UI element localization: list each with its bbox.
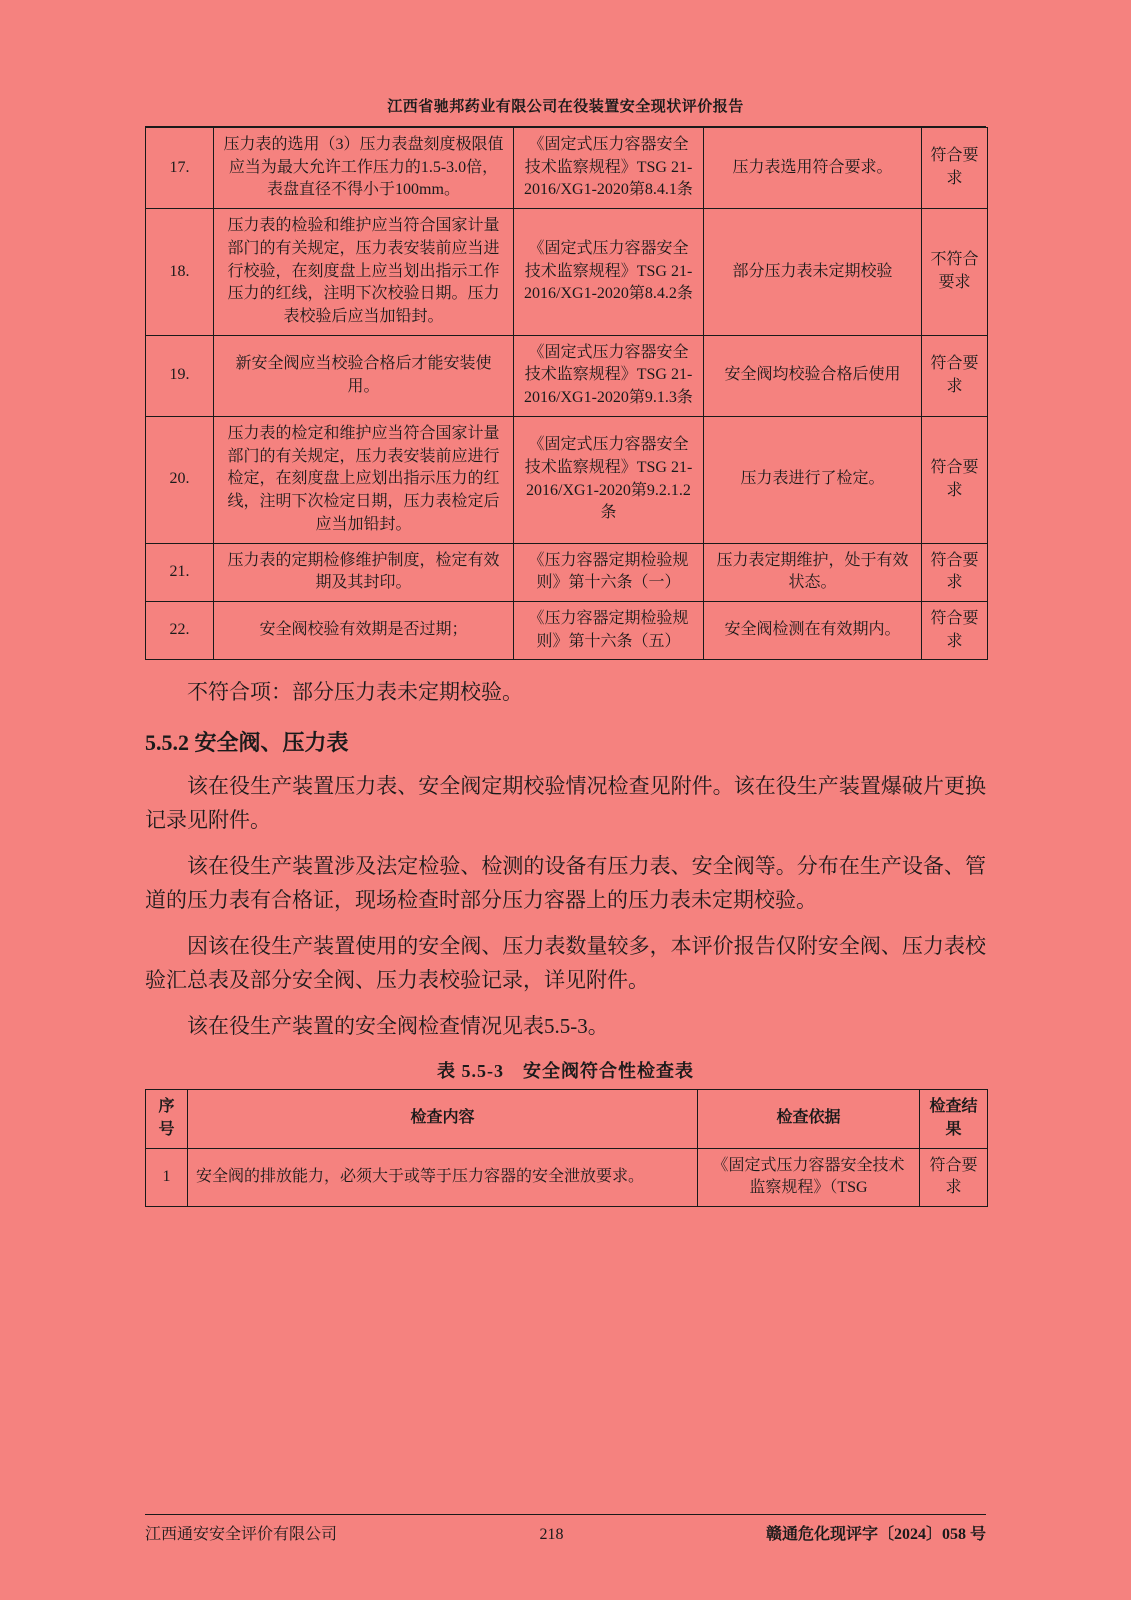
table-caption: 表 5.5-3 安全阀符合性检查表 <box>437 1061 694 1082</box>
row-situation: 部分压力表未定期校验 <box>704 209 922 336</box>
footer-doc-number: 赣通危化现评字〔2024〕058 号 <box>765 1526 986 1543</box>
table-row <box>146 209 988 336</box>
footer-page-number: 218 <box>539 1526 564 1543</box>
page-footer <box>145 1514 986 1544</box>
row-result: 不符合要求 <box>922 209 988 336</box>
table-row <box>146 601 988 659</box>
paragraph: 该在役生产装置压力表、安全阀定期校验情况检查见附件。该在役生产装置爆破片更换记录见附件。 <box>145 773 986 832</box>
header-basis: 检查依据 <box>698 1090 920 1148</box>
row-basis: 《压力容器定期检验规则》第十六条（一） <box>514 543 704 601</box>
row-no: 17. <box>146 128 214 209</box>
row-content: 安全阀校验有效期是否过期； <box>214 601 514 659</box>
row-no: 20. <box>146 416 214 543</box>
table-row <box>146 335 988 416</box>
row-situation: 压力表进行了检定。 <box>704 416 922 543</box>
compliance-table-2 <box>145 1089 988 1207</box>
compliance-table-1 <box>145 127 988 660</box>
row-result: 符合要求 <box>922 128 988 209</box>
row-basis: 《压力容器定期检验规则》第十六条（五） <box>514 601 704 659</box>
row-result: 符合要求 <box>922 335 988 416</box>
row-situation: 压力表定期维护，处于有效状态。 <box>704 543 922 601</box>
row-result: 符合要求 <box>922 543 988 601</box>
row-no: 22. <box>146 601 214 659</box>
row-basis: 《固定式压力容器安全技术监察规程》TSG 21-2016/XG1-2020第9.1.3条 <box>514 335 704 416</box>
row-content: 安全阀的排放能力，必须大于或等于压力容器的安全泄放要求。 <box>188 1148 698 1206</box>
paragraph: 因该在役生产装置使用的安全阀、压力表数量较多，本评价报告仅附安全阀、压力表校验汇总表及部分安全阀、压力表校验记录，详见附件。 <box>145 934 986 993</box>
table-row <box>146 1148 988 1206</box>
footer-divider <box>145 1514 986 1515</box>
header-result: 检查结果 <box>920 1090 988 1148</box>
row-result: 符合要求 <box>922 601 988 659</box>
row-content: 压力表的检定和维护应当符合国家计量部门的有关规定，压力表安装前应进行检定，在刻度盘上应划出指示压力的红线，注明下次检定日期，压力表检定后应当加铅封。 <box>214 416 514 543</box>
row-result: 符合要求 <box>920 1148 988 1206</box>
footer-company: 江西通安安全评价有限公司 <box>145 1526 338 1543</box>
table-row <box>146 416 988 543</box>
row-no: 1 <box>146 1148 188 1206</box>
row-content: 压力表的定期检修维护制度，检定有效期及其封印。 <box>214 543 514 601</box>
table-row <box>146 543 988 601</box>
row-situation: 安全阀均校验合格后使用 <box>704 335 922 416</box>
row-no: 19. <box>146 335 214 416</box>
row-situation: 压力表选用符合要求。 <box>704 128 922 209</box>
noncompliance-note: 不符合项：部分压力表未定期校验。 <box>187 680 523 705</box>
section-heading: 5.5.2 安全阀、压力表 <box>145 729 349 755</box>
row-basis: 《固定式压力容器安全技术监察规程》TSG 21-2016/XG1-2020第9.2.1.2条 <box>514 416 704 543</box>
row-result: 符合要求 <box>922 416 988 543</box>
row-content: 新安全阀应当校验合格后才能安装使用。 <box>214 335 514 416</box>
row-basis: 《固定式压力容器安全技术监察规程》（TSG <box>698 1148 920 1206</box>
paragraph: 该在役生产装置的安全阀检查情况见表5.5-3。 <box>187 1014 609 1039</box>
row-basis: 《固定式压力容器安全技术监察规程》TSG 21-2016/XG1-2020第8.4.1条 <box>514 128 704 209</box>
row-no: 21. <box>146 543 214 601</box>
row-no: 18. <box>146 209 214 336</box>
row-situation: 安全阀检测在有效期内。 <box>704 601 922 659</box>
header-no: 序号 <box>146 1090 188 1148</box>
row-content: 压力表的检验和维护应当符合国家计量部门的有关规定，压力表安装前应当进行校验，在刻度盘上应当划出指示工作压力的红线，注明下次校验日期。压力表校验后应当加铅封。 <box>214 209 514 336</box>
paragraph: 该在役生产装置涉及法定检验、检测的设备有压力表、安全阀等。分布在生产设备、管道的压力表有合格证，现场检查时部分压力容器上的压力表未定期校验。 <box>145 854 986 913</box>
page-header: 江西省驰邦药业有限公司在役装置安全现状评价报告 <box>387 99 744 115</box>
row-basis: 《固定式压力容器安全技术监察规程》TSG 21-2016/XG1-2020第8.4.2条 <box>514 209 704 336</box>
header-content: 检查内容 <box>188 1090 698 1148</box>
table-row <box>146 128 988 209</box>
table-header-row <box>146 1090 988 1148</box>
row-content: 压力表的选用（3）压力表盘刻度极限值应当为最大允许工作压力的1.5-3.0倍，表盘直径不得小于100mm。 <box>214 128 514 209</box>
